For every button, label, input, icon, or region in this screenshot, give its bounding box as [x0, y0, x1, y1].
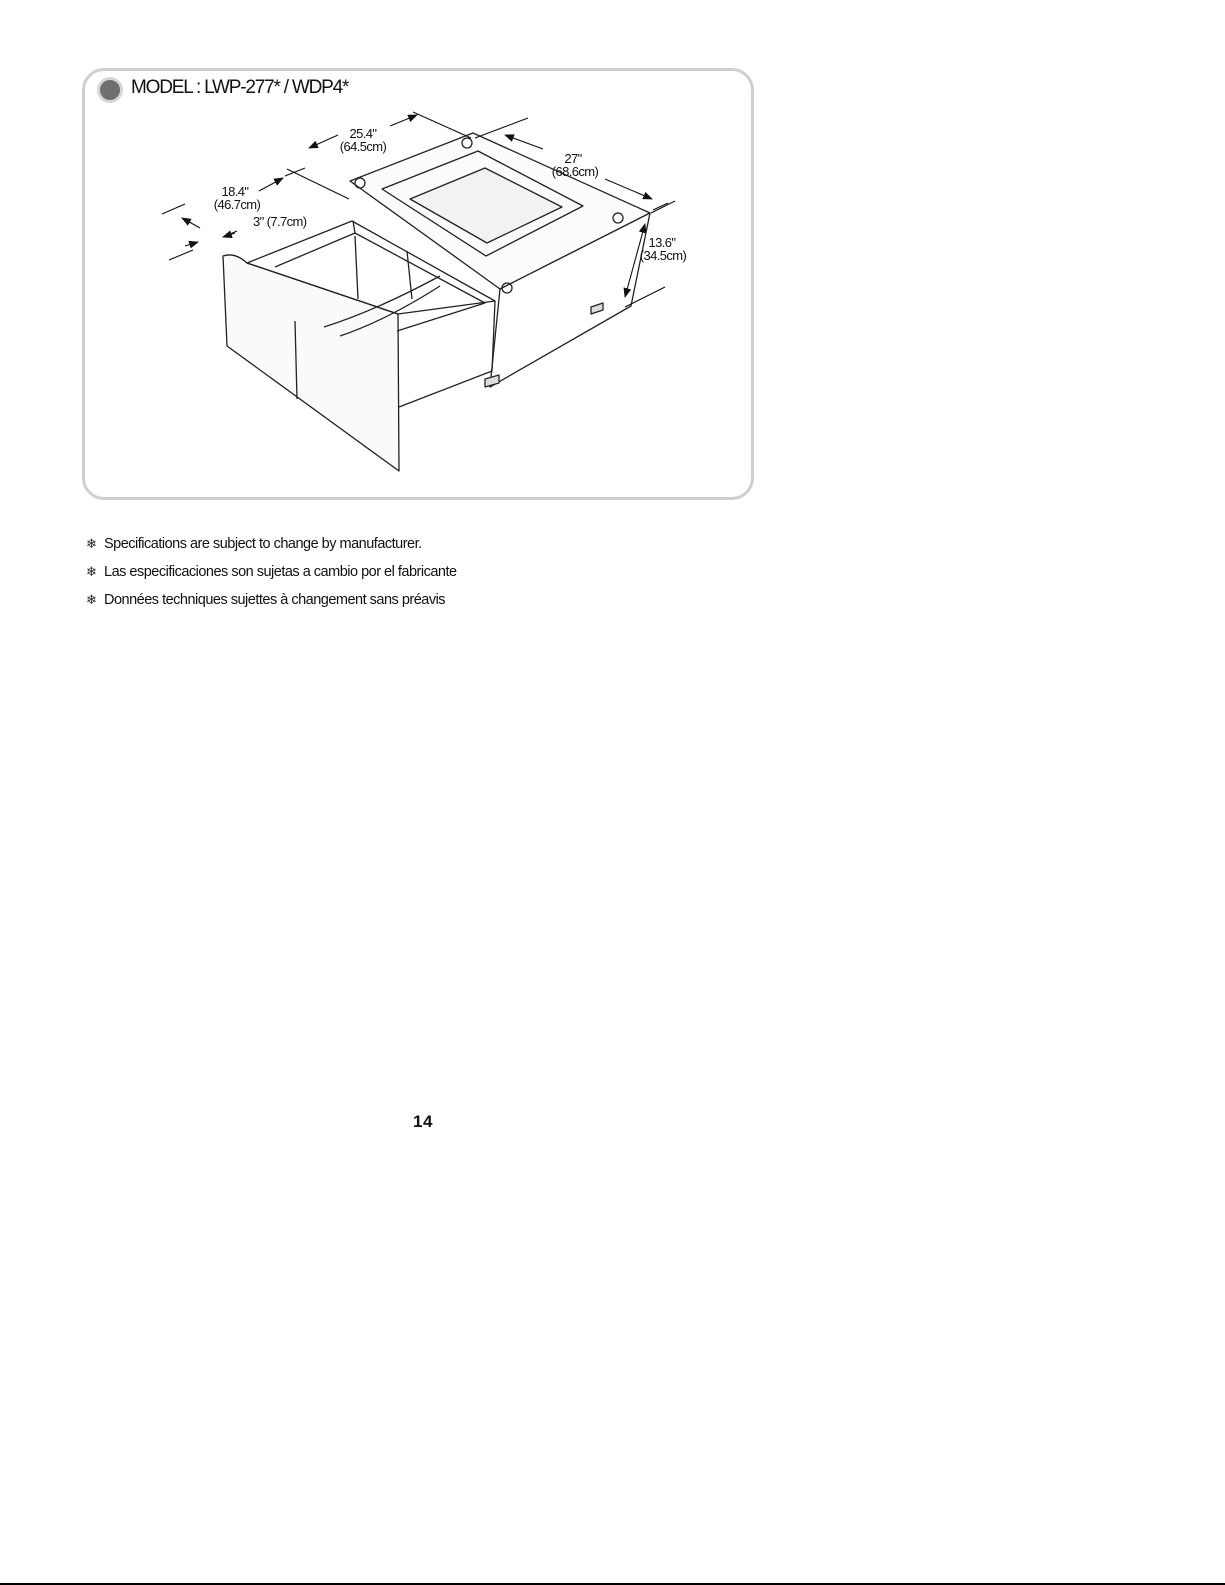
note-french [86, 586, 457, 614]
note-text: Las especificaciones son sujetas a cambio por el fabricante [104, 564, 457, 580]
pedestal-diagram [85, 71, 751, 497]
note-english [86, 530, 457, 558]
model-title: MODEL : LWP-277* / WDP4* [131, 77, 349, 98]
spec-notes [86, 530, 457, 614]
note-text: Données techniques sujettes à changement sans préavis [104, 592, 446, 608]
snowflake-icon: ❄ [86, 536, 97, 551]
depth-inch-label: 25.4" [349, 126, 377, 141]
width-inch-label: 27" [564, 151, 582, 166]
drawer-front-label: 3" (7.7cm) [253, 214, 307, 229]
drawer-depth-inch-label: 18.4" [221, 184, 249, 199]
snowflake-icon: ❄ [86, 592, 97, 607]
height-cm-label: (34.5cm) [639, 248, 687, 263]
note-spanish [86, 558, 457, 586]
page-number: 14 [413, 1112, 433, 1131]
height-inch-label: 13.6" [648, 235, 676, 250]
depth-cm-label: (64.5cm) [339, 139, 387, 154]
width-cm-label: (68.6cm) [551, 164, 599, 179]
note-text: Specifications are subject to change by manufacturer. [104, 536, 422, 552]
model-panel [82, 68, 754, 500]
drawer-depth-cm-label: (46.7cm) [213, 197, 261, 212]
snowflake-icon: ❄ [86, 564, 97, 579]
